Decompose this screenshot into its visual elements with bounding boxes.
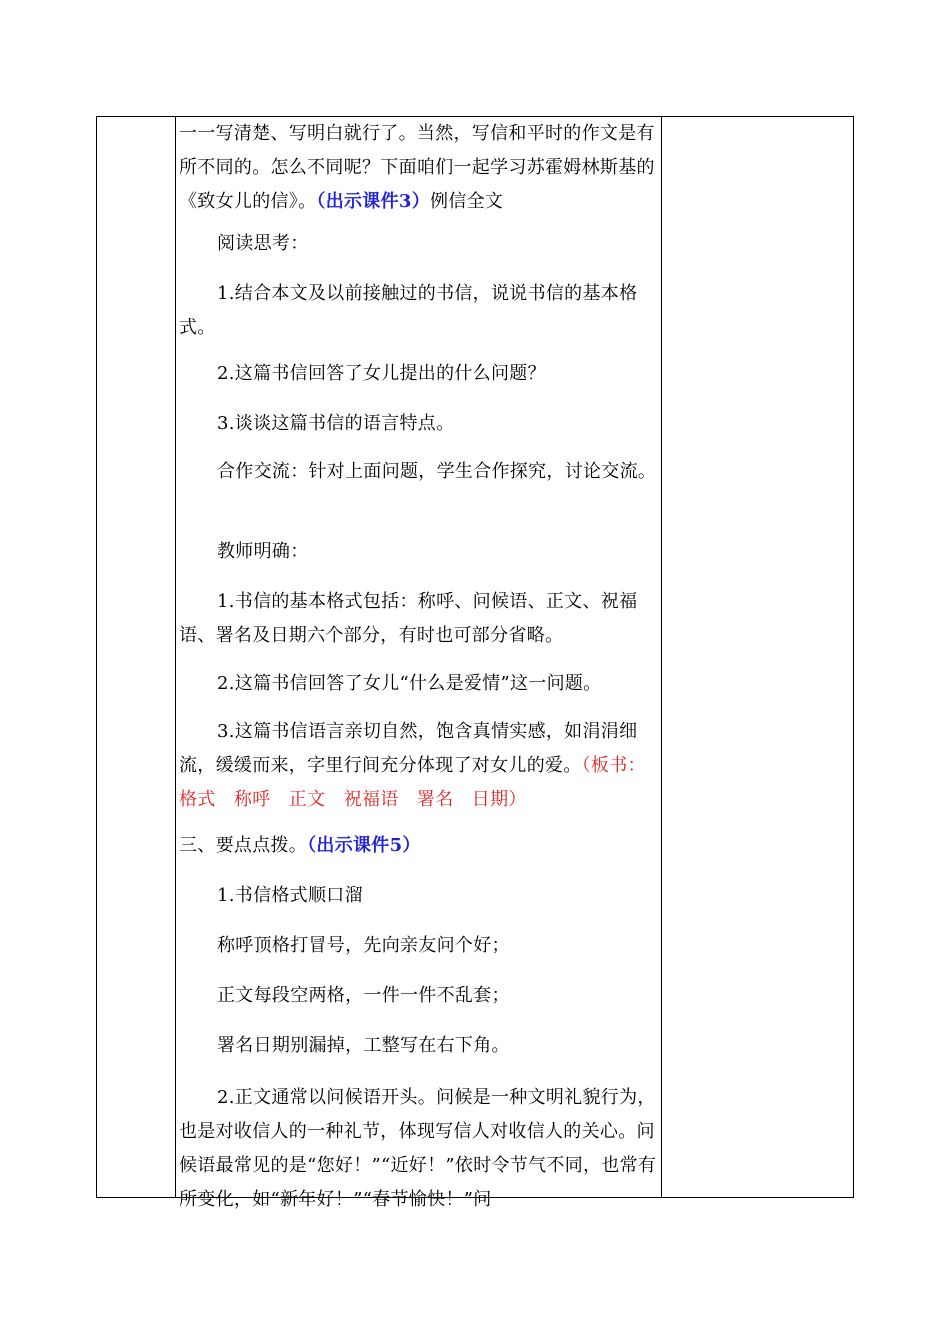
lesson-table	[96, 116, 854, 1210]
cooperation-paragraph: 合作交流：针对上面问题，学生合作探究，讨论交流。	[217, 461, 657, 482]
courseware-tag-3: （出示课件3）	[316, 191, 431, 212]
question-1: 1.结合本文及以前接触过的书信，说说书信的基本格式。	[179, 283, 638, 338]
column-divider-left	[175, 117, 176, 1197]
answer-2: 2.这篇书信回答了女儿“什么是爱情”这一问题。	[217, 673, 602, 694]
section-three-heading: 三、要点点拨。（出示课件5）	[179, 835, 421, 856]
rhyme-line-2: 正文每段空两格，一件一件不乱套；	[217, 985, 510, 1006]
reading-questions-heading: 阅读思考：	[217, 233, 309, 254]
question-3: 3.谈谈这篇书信的语言特点。	[217, 413, 455, 434]
rhyme-heading: 1.书信格式顺口溜	[217, 885, 363, 906]
question-2: 2.这篇书信回答了女儿提出的什么问题？	[217, 363, 546, 384]
courseware-tag-5: （出示课件5）	[307, 835, 421, 856]
board-notes: （板书：格式 称呼 正文 祝福语 署名 日期）	[179, 755, 646, 810]
answer-3: 3.这篇书信语言亲切自然，饱含真情实感，如涓涓细流，缓缓而来，字里行间充分体现了对女儿的爱。（板书：格式 称呼 正文 祝福语 署名 日期）	[179, 721, 646, 810]
rhyme-line-3: 署名日期别漏掉，工整写在右下角。	[217, 1035, 510, 1056]
rhyme-line-1: 称呼顶格打冒号，先向亲友问个好；	[217, 935, 510, 956]
column-divider-right	[661, 117, 662, 1197]
greeting-paragraph: 2.正文通常以问候语开头。问候是一种文明礼貌行为，也是对收信人的一种礼节，体现写信人对收信人的关心。问候语最常见的是“您好！”“近好！”依时令节气不同，也常有所变化，如“新年好！”“春节愉快！”问	[179, 1087, 657, 1210]
teacher-clarify-heading: 教师明确：	[217, 541, 309, 562]
paragraph-intro: 一一写清楚、写明白就行了。当然，写信和平时的作文是有所不同的。怎么不同呢？下面咱们一起学习苏霍姆林斯基的《致女儿的信》。（出示课件3）例信全文	[179, 123, 655, 212]
answer-1: 1.书信的基本格式包括：称呼、问候语、正文、祝福语、署名及日期六个部分，有时也可部分省略。	[179, 591, 638, 646]
